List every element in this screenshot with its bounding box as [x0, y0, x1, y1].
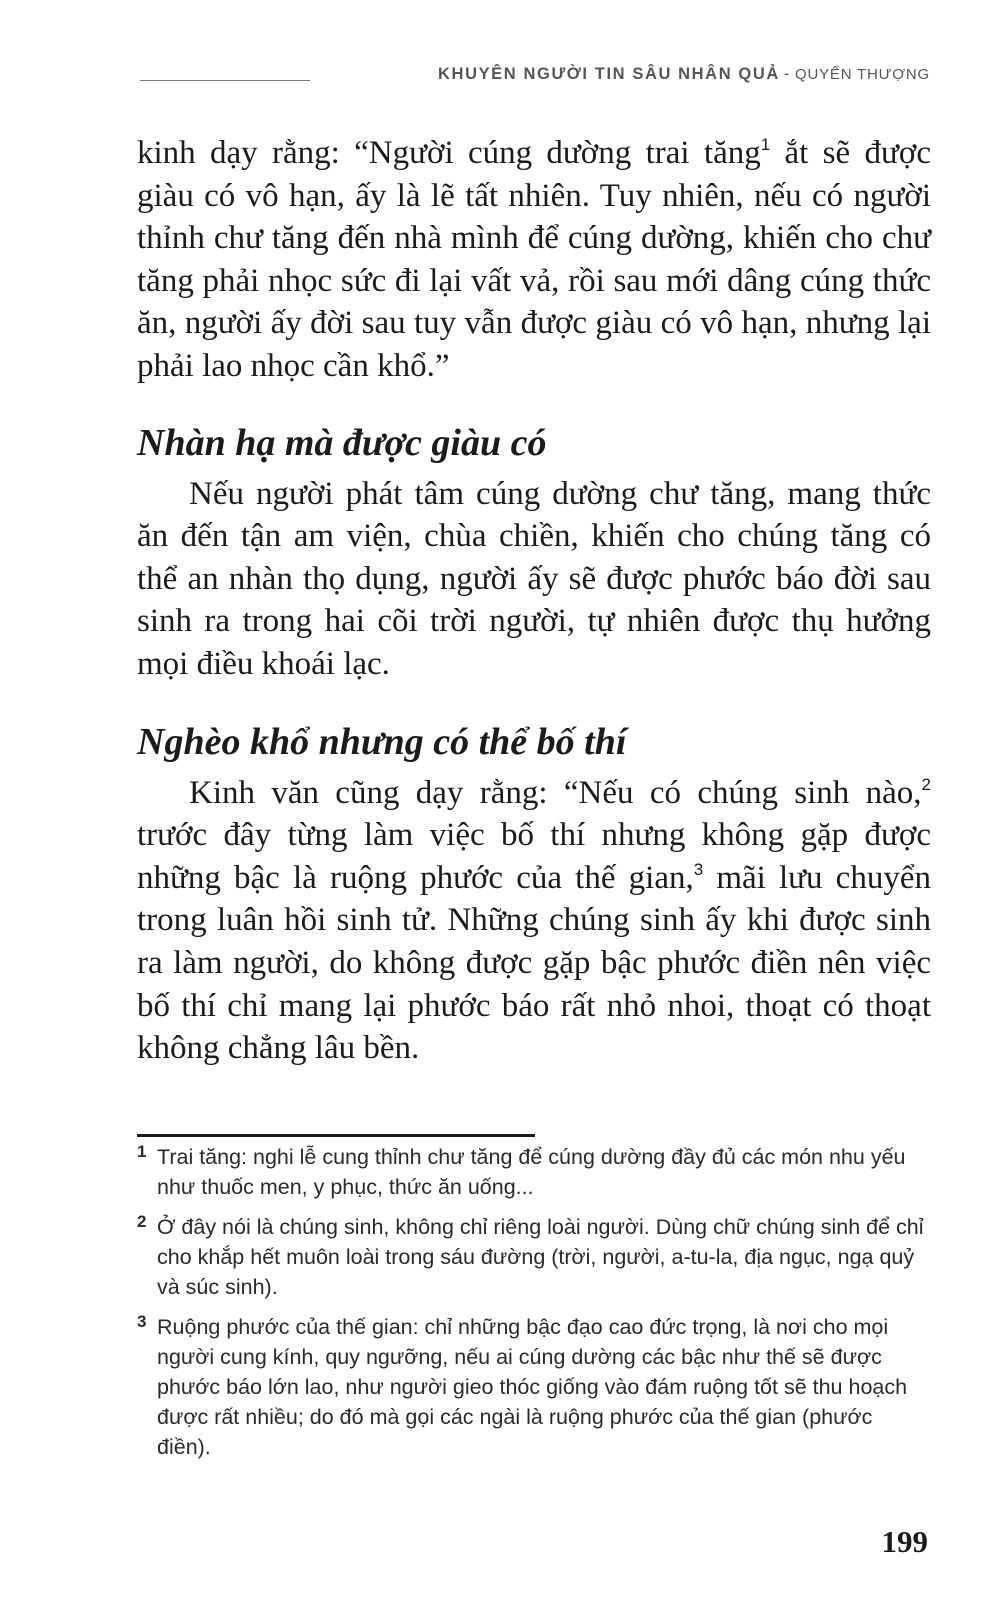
header-rule [140, 80, 310, 81]
intro-text-start: kinh dạy rằng: “Người cúng dường trai tăng [137, 135, 761, 171]
footnote-2 [137, 1212, 931, 1302]
footnote-text: Ruộng phước của thế gian: chỉ những bậc đạo cao đức trọng, là nơi cho mọi người cung kính, quy ngưỡng, nếu ai cúng dường các bậc như thế sẽ được phước báo lớn lao, như người gieo thóc giống vào đám ruộng tốt sẽ thu hoạch được rất nhiều; do đó mà gọi các ngài là ruộng phước của thế gian (phước điền). [157, 1315, 908, 1459]
header-separator: - [783, 65, 791, 83]
section-2-text-a: Kinh văn cũng dạy rằng: “Nếu có chúng sinh nào, [189, 774, 922, 811]
section-1-paragraph: Nếu người phát tâm cúng dường chư tăng, mang thức ăn đến tận am viện, chùa chiền, khiến cho chúng tăng có thể an nhàn thọ dụng, người ấy sẽ được phước báo đời sau sinh ra trong hai cõi trời người, tự nhiên được thụ hưởng mọi điều khoái lạc. [137, 475, 931, 682]
footnote-text: Ở đây nói là chúng sinh, không chỉ riêng loài người. Dùng chữ chúng sinh để chỉ cho khắp hết muôn loài trong sáu đường (trời, người, a-tu-la, địa ngục, ngạ quỷ và súc sinh). [157, 1215, 924, 1299]
footnote-number: 1 [137, 1142, 147, 1161]
footnote-divider [137, 1134, 535, 1137]
header-text [438, 65, 930, 84]
book-title: KHUYÊN NGƯỜI TIN SÂU NHÂN QUẢ [438, 65, 780, 83]
footnote-ref-1[interactable]: 1 [760, 135, 771, 154]
footnote-3 [137, 1312, 931, 1462]
section-heading-1: Nhàn hạ mà được giàu có [137, 421, 547, 464]
footnote-number: 2 [137, 1212, 147, 1231]
footnotes [137, 1142, 931, 1472]
section-2-paragraph [137, 772, 931, 1070]
section-2-text-b: trước đây từng làm việc bố thí nhưng không gặp được những bậc là ruộng phước của thế gian, [137, 817, 931, 896]
page-number: 199 [881, 1524, 928, 1559]
intro-paragraph [137, 132, 931, 388]
footnote-ref-3[interactable]: 3 [693, 859, 704, 879]
footnote-1 [137, 1142, 931, 1202]
section-2-text-c: mãi lưu chuyển trong luân hồi sinh tử. Những chúng sinh ấy khi được sinh ra làm người, do không được gặp bậc phước điền nên việc bố thí chỉ mang lại phước báo rất nhỏ nhoi, thoạt có thoạt không chẳng lâu bền. [137, 859, 931, 1067]
footnote-text: Trai tăng: nghi lễ cung thỉnh chư tăng để cúng dường đầy đủ các món nhu yếu như thuốc men, y phục, thức ăn uống... [157, 1145, 906, 1199]
page-body [137, 132, 931, 1070]
intro-text-end: ắt sẽ được giàu có vô hạn, ấy là lẽ tất nhiên. Tuy nhiên, nếu có người thỉnh chư tăng đến nhà mình để cúng dường, khiến cho chư tăng phải nhọc sức đi lại vất vả, rồi sau mới dâng cúng thức ăn, người ấy đời sau tuy vẫn được giàu có vô hạn, nhưng lại phải lao nhọc cần khổ.” [137, 135, 931, 384]
book-volume: QUYỂN THƯỢNG [794, 66, 930, 83]
running-header [140, 60, 930, 84]
footnote-ref-2[interactable]: 2 [921, 774, 931, 794]
footnote-number: 3 [137, 1312, 147, 1331]
section-heading-2: Nghèo khổ nhưng có thể bố thí [137, 720, 627, 763]
